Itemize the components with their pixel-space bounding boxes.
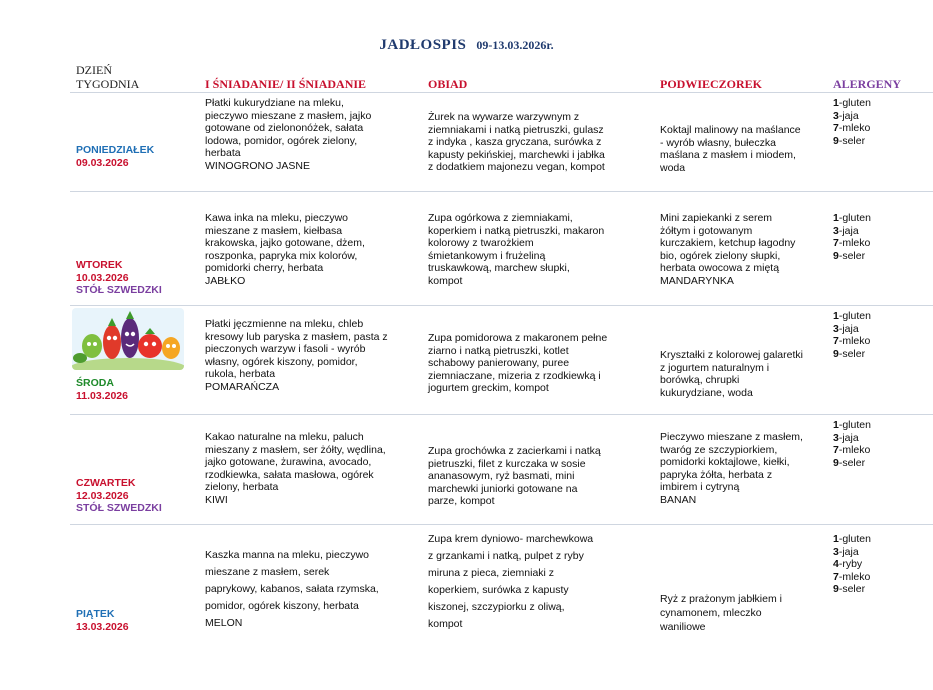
title-dates: 09-13.03.2026r. <box>476 38 554 52</box>
lunch-tuesday: Zupa ogórkowa z ziemniakami, koperkiem i natką pietruszki, makaron kolorowy z twarożkiem śmietankowym i frużeliną truskawkową, marchew słupki, kompot <box>428 212 605 287</box>
menu-title <box>0 36 933 54</box>
row-divider <box>70 191 933 192</box>
breakfast-tuesday: Kawa inka na mleku, pieczywo mieszane z masłem, kiełbasa krakowska, jajko gotowane, dżem, roszponka, papryka mix kolorów, pomidorki cherry, herbata JABŁKO <box>205 212 365 287</box>
row-divider <box>70 305 933 306</box>
breakfast-thursday: Kakao naturalne na mleku, paluch mieszany z masłem, ser żółty, wędlina, jajko gotowane, żurawina, avocado, rzodkiewka, sałata masłowa, ogórek zielony, herbata KIWI <box>205 431 386 506</box>
snack-friday: Ryż z prażonym jabłkiem i cynamonem, mleczko waniliowe <box>660 593 782 633</box>
snack-wednesday: Kryształki z kolorowej galaretki z jogurtem naturalnym i borówką, chrupki kukurydziane, woda <box>660 349 803 399</box>
row-divider <box>70 414 933 415</box>
header-breakfast: I ŚNIADANIE/ II ŚNIADANIE <box>205 77 367 91</box>
snack-monday: Koktajl malinowy na maślance - wyrób własny, bułeczka maślana z masłem i miodem, woda <box>660 124 801 174</box>
lunch-thursday: Zupa grochówka z zacierkami i natką pietruszki, filet z kurczaka w sosie ananasowym, ryż basmati, mini marchewki juniorki gotowane na parze, kompot <box>428 445 601 508</box>
header-lunch: OBIAD <box>428 77 468 91</box>
vegetables-illustration <box>72 308 184 370</box>
allergens-friday: 1-gluten 3-jaja 4-ryby 7-mleko 9-seler <box>833 533 871 596</box>
breakfast-monday: Płatki kukurydziane na mleku, pieczywo mieszane z masłem, jajko gotowane od zielononóżek, sałata lodowa, pomidor, ogórek zielony, herbata WINOGRONO JASNE <box>205 97 372 172</box>
snack-thursday: Pieczywo mieszane z masłem, twaróg ze szczypiorkiem, pomidorki koktajlowe, kiełki, papryka żółta, herbata z imbirem i cytryną BANAN <box>660 431 803 506</box>
snack-tuesday: Mini zapiekanki z serem żółtym i gotowanym kurczakiem, ketchup łagodny bio, ogórek zielony słupki, herbata owocowa z miętą MANDARYNKA <box>660 212 796 287</box>
header-snack: PODWIECZOREK <box>660 77 763 91</box>
header-day: DZIEŃ TYGODNIA <box>76 63 140 91</box>
breakfast-wednesday: Płatki jęczmienne na mleku, chleb kresowy lub paryska z masłem, pasta z pieczonych warzyw i fasoli - wyrób własny, ogórek kiszony, pomidor, rukola, herbata POMARAŃCZA <box>205 318 388 393</box>
lunch-friday: Zupa krem dyniowo- marchewkowa z grzankami i natką, pulpet z ryby miruna z pieca, ziemniaki z koperkiem, surówka z kapusty kiszonej, szczypiorku z oliwą, kompot <box>428 533 594 630</box>
lunch-wednesday: Zupa pomidorowa z makaronem pełne ziarno i natką pietruszki, kotlet schabowy panierowany, puree ziemniaczane, mizeria z rzodkiewką i jogurtem greckim, kompot <box>428 332 608 395</box>
day-friday: PIĄTEK 13.03.2026 <box>76 608 129 633</box>
lunch-monday: Żurek na wywarze warzywnym z ziemniakami i natką pietruszki, gulasz z indyka , kasza gryczana, surówka z kapusty pekińskiej, marchewki i jabłka z dodatkiem majonezu vegan, kompot <box>428 111 605 174</box>
day-thursday: CZWARTEK 12.03.2026 STÓŁ SZWEDZKI <box>76 477 162 515</box>
day-monday: PONIEDZIAŁEK 09.03.2026 <box>76 144 155 169</box>
allergens-tuesday: 1-gluten 3-jaja 7-mleko 9-seler <box>833 212 871 262</box>
breakfast-friday: Kaszka manna na mleku, pieczywo mieszane z masłem, serek paprykowy, kabanos, sałata rzymska, pomidor, ogórek kiszony, herbata MELON <box>205 549 379 629</box>
title-main: JADŁOSPIS <box>379 37 467 53</box>
day-tuesday: WTOREK 10.03.2026 STÓŁ SZWEDZKI <box>76 259 162 297</box>
header-allergens: ALERGENY <box>833 77 902 91</box>
row-divider <box>70 92 933 93</box>
allergens-thursday: 1-gluten 3-jaja 7-mleko 9-seler <box>833 419 871 469</box>
day-wednesday: ŚRODA 11.03.2026 <box>76 377 128 402</box>
allergens-monday: 1-gluten 3-jaja 7-mleko 9-seler <box>833 97 871 147</box>
row-divider <box>70 524 933 525</box>
allergens-wednesday: 1-gluten 3-jaja 7-mleko 9-seler <box>833 310 871 360</box>
